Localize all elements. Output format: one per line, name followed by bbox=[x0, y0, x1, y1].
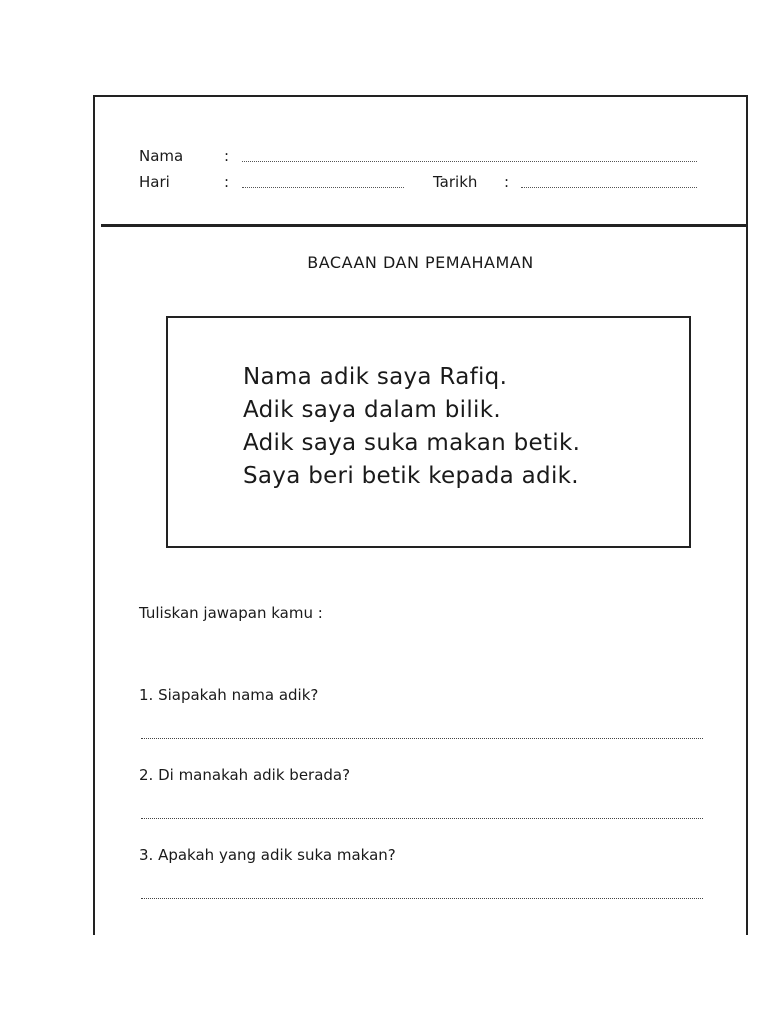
question-1: 1. Siapakah nama adik? bbox=[139, 686, 319, 704]
header-divider bbox=[101, 224, 746, 227]
day-field[interactable] bbox=[242, 187, 404, 188]
name-colon: : bbox=[224, 147, 230, 165]
answer-line-2[interactable] bbox=[141, 818, 703, 819]
name-label: Nama bbox=[139, 147, 184, 165]
section-title: BACAAN DAN PEMAHAMAN bbox=[307, 253, 534, 272]
passage-line: Adik saya suka makan betik. bbox=[243, 430, 581, 456]
name-field[interactable] bbox=[242, 161, 697, 162]
question-2: 2. Di manakah adik berada? bbox=[139, 766, 351, 784]
name-row bbox=[139, 147, 709, 165]
day-label: Hari bbox=[139, 173, 170, 191]
date-label: Tarikh bbox=[433, 173, 478, 191]
passage-line: Saya beri betik kepada adik. bbox=[243, 463, 579, 489]
answer-line-1[interactable] bbox=[141, 738, 703, 739]
answer-line-3[interactable] bbox=[141, 898, 703, 899]
day-colon: : bbox=[224, 173, 230, 191]
passage-line: Nama adik saya Rafiq. bbox=[243, 364, 508, 390]
date-field[interactable] bbox=[521, 187, 697, 188]
passage-line: Adik saya dalam bilik. bbox=[243, 397, 501, 423]
reading-passage-box bbox=[166, 316, 691, 548]
question-3: 3. Apakah yang adik suka makan? bbox=[139, 846, 396, 864]
instruction-text: Tuliskan jawapan kamu : bbox=[139, 604, 323, 622]
day-date-row bbox=[139, 173, 709, 191]
date-colon: : bbox=[504, 173, 510, 191]
worksheet-page bbox=[93, 95, 748, 935]
